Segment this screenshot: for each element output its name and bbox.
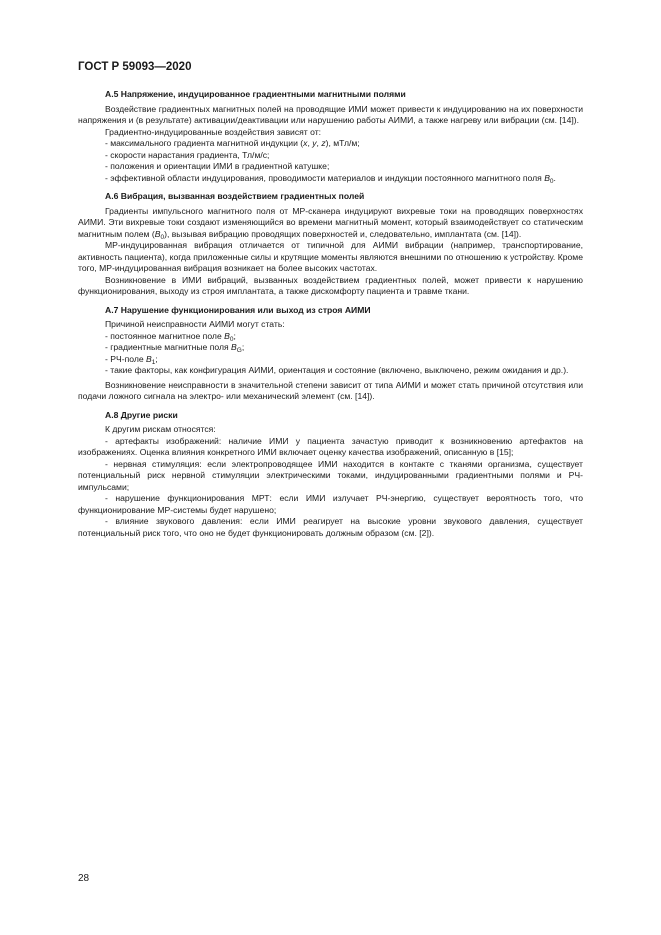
section-a5-list-item-3: - положения и ориентации ИМИ в градиентной катушке; <box>105 161 330 171</box>
section-a7-list-item-4: - такие факторы, как конфигурация АИМИ, ориентация и состояние (включено, выключено, режим ожидания и др.). <box>105 365 569 375</box>
section-a8-paragraph-1: К другим рискам относятся: <box>105 424 216 434</box>
section-a6-paragraph-1: Градиенты импульсного магнитного поля от МР-сканера индуцируют вихревые токи на проводящих поверхностях АИМИ. Эти вихревые токи создают изменяющийся во времени магнитный момент, который взаимодействует со статическим магнитным полем $(B_0)$, вызывая вибрацию проводящих поверхностей и, следовательно, имплантата (см. [14]). <box>78 205 583 241</box>
section-a5-list-item-4: - эффективной области индуцирования, проводимости материалов и индукции постоянного магнитного поля $B_0$. <box>105 172 556 185</box>
section-a6-paragraph-3: Возникновение в ИМИ вибраций, вызванных воздействием градиентных полей, может привести к нарушению функционирования, выходу из строя имплантата, а также дискомфорту пациента и травме ткани. <box>78 274 583 296</box>
section-a8-list-item-2: - нервная стимуляция: если электропроводящее ИМИ находится в контакте с тканями организма, существует потенциальный риск нервной стимуляции электрическими токами, индуцированными градиентными полями и РЧ-импульсами; <box>78 458 583 492</box>
section-a7-paragraph-1: Причиной неисправности АИМИ могут стать: <box>105 319 285 329</box>
section-a8-list-item-1: - артефакты изображений: наличие ИМИ у пациента зачастую приводит к возникновению артефактов на изображениях. Оценка влияния конкретного ИМИ включает оценку качества изображений, описанную в [15]; <box>78 435 583 457</box>
section-a5-title: А.5 Напряжение, индуцированное градиентными магнитными полями <box>105 89 406 99</box>
section-a8-title: А.8 Другие риски <box>105 409 178 420</box>
section-a6-title: А.6 Вибрация, вызванная воздействием градиентных полей <box>105 191 365 201</box>
section-a8-list-item-4: - влияние звукового давления: если ИМИ реагирует на высокие уровни звукового давления, существует потенциальный риск того, что оно не будет функционировать должным образом (см. [2]). <box>78 516 583 538</box>
page-number: 28 <box>78 873 90 884</box>
section-a5-paragraph-1: Воздействие градиентных магнитных полей на проводящие ИМИ может привести к индуцированию на их поверхности напряжения и (в результате) активации/деактивации или нарушению работы АИМИ, а также нагреву или вибрации (см. [14]). <box>78 103 583 125</box>
section-a5-paragraph-2: Градиентно-индуцированные воздействия зависят от: <box>105 126 322 137</box>
document-body <box>78 89 583 539</box>
section-a7-list-item-1: - постоянное магнитное поле $B_0$; <box>105 330 236 343</box>
section-a7-list-item-3: - РЧ-поле $B_1$; <box>105 353 158 366</box>
section-a7-paragraph-2: Возникновение неисправности в значительной степени зависит от типа АИМИ и может стать причиной отсутствия или подачи ложного сигнала на электро- или механический элемент (см. [14]). <box>78 379 583 401</box>
section-a5-list-item-2: - скорости нарастания градиента, Тл/м/с; <box>105 149 270 160</box>
section-a5-list-item-1: - максимального градиента магнитной индукции (x, y, z), мТл/м; <box>105 138 360 148</box>
document-header: ГОСТ Р 59093—2020 <box>78 61 192 73</box>
section-a7-title: А.7 Нарушение функционирования или выход из строя АИМИ <box>105 304 371 315</box>
section-a8-list-item-3: - нарушение функционирования МРТ: если ИМИ излучает РЧ-энергию, существует вероятность того, что функционирование МР-системы будет нарушено; <box>78 493 583 515</box>
section-a7-list-item-2: - градиентные магнитные поля $B_G$; <box>105 342 245 354</box>
section-a6-paragraph-2: МР-индуцированная вибрация отличается от типичной для АИМИ вибрации (например, транспортирование, активность пациента), когда приложенные силы и крутящие моменты являются внешними по отношению к устройству. Кроме того, МР-индуцированная вибрация возникает на более высоких частотах. <box>78 240 583 273</box>
